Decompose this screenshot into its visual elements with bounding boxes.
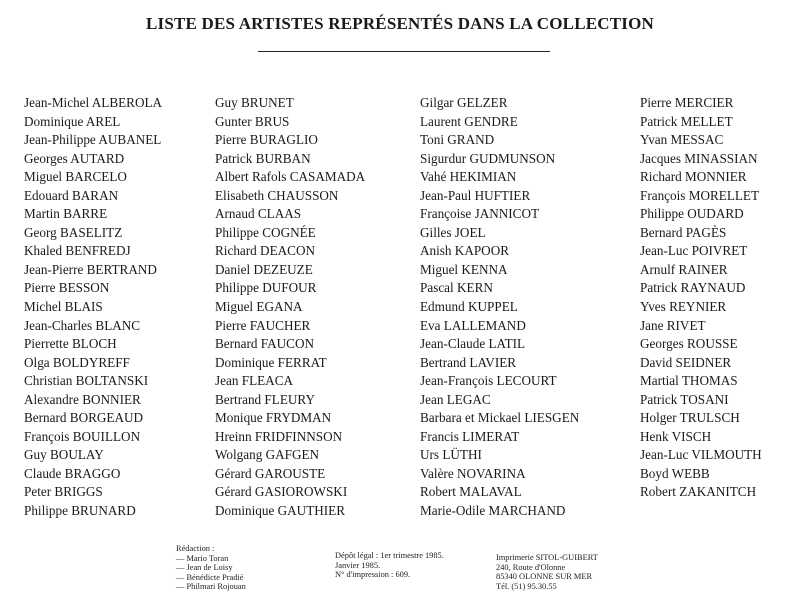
redaction-block xyxy=(176,544,246,592)
artist-name: Bertrand FLEURY xyxy=(215,391,315,407)
artist-name: Arnaud CLAAS xyxy=(215,206,302,222)
artist-name: Barbara et Mickael LIESGEN xyxy=(420,410,580,426)
artist-name: Jean-Pierre BERTRAND xyxy=(24,261,157,277)
printer-line: Tél. (51) 95.30.55 xyxy=(496,581,557,591)
artist-column-3 xyxy=(420,94,579,521)
artist-name: Bernard BORGEAUD xyxy=(24,410,144,426)
artist-name: Eva LALLEMAND xyxy=(420,317,526,333)
artist-name: François BOUILLON xyxy=(24,428,141,444)
artist-name: Holger TRULSCH xyxy=(640,410,740,426)
artist-name: Jacques MINASSIAN xyxy=(640,150,758,166)
artist-name: Marie-Odile MARCHAND xyxy=(420,503,566,519)
artist-name: Edouard BARAN xyxy=(24,187,119,203)
artist-name: Françoise JANNICOT xyxy=(420,206,540,222)
artist-name: David SEIDNER xyxy=(640,354,732,370)
artist-name: Pierre BESSON xyxy=(24,280,110,296)
artist-name: Miguel BARCELO xyxy=(24,169,127,185)
printer-line: Imprimerie SITOL-GUIBERT xyxy=(496,553,598,562)
artist-name: Michel BLAIS xyxy=(24,299,103,315)
artist-name: Jean-Philippe AUBANEL xyxy=(24,132,162,148)
printer-line: 240, Route d'Olonne xyxy=(496,562,566,572)
legal-line: Janvier 1985. xyxy=(335,560,381,570)
artist-name: Miguel KENNA xyxy=(420,261,508,277)
artist-name: Yvan MESSAC xyxy=(640,132,724,148)
artist-name: Gérard GAROUSTE xyxy=(215,465,326,481)
legal-block xyxy=(335,551,444,580)
artist-name: Gunter BRUS xyxy=(215,113,290,129)
artist-name: Khaled BENFREDJ xyxy=(24,243,131,259)
artist-name: Vahé HEKIMIAN xyxy=(420,169,517,185)
artist-name: Philippe DUFOUR xyxy=(215,280,317,296)
artist-name: Yves REYNIER xyxy=(640,299,727,315)
artist-name: Henk VISCH xyxy=(640,428,712,444)
artist-name: Bernard PAGÈS xyxy=(640,224,727,240)
artist-column-2 xyxy=(215,94,365,521)
artist-name: Alexandre BONNIER xyxy=(24,391,141,407)
artist-name: Robert ZAKANITCH xyxy=(640,484,757,500)
artist-name: Gérard GASIOROWSKI xyxy=(215,484,348,500)
artist-name: Patrick RAYNAUD xyxy=(640,280,746,296)
redaction-item: — Jean de Loisy xyxy=(176,563,233,573)
artist-name: Bernard FAUCON xyxy=(215,336,315,352)
artist-name: Jean FLEACA xyxy=(215,373,294,389)
artist-name: Jean-François LECOURT xyxy=(420,373,557,389)
artist-name: Valère NOVARINA xyxy=(420,465,526,481)
artist-name: Richard MONNIER xyxy=(640,169,747,185)
artist-name: Martin BARRE xyxy=(24,206,108,222)
artist-name: Dominique AREL xyxy=(24,113,121,129)
artist-name: Claude BRAGGO xyxy=(24,465,121,481)
artist-name: Albert Rafols CASAMADA xyxy=(215,169,366,185)
artist-name: Peter BRIGGS xyxy=(24,484,103,500)
artist-name: Pascal KERN xyxy=(420,280,493,296)
artist-name: Christian BOLTANSKI xyxy=(24,373,149,389)
artist-column-1 xyxy=(24,94,162,521)
artist-name: Jean-Paul HUFTIER xyxy=(420,187,531,203)
artist-name: Hreinn FRIDFINNSON xyxy=(215,428,343,444)
artist-name: Francis LIMERAT xyxy=(420,428,520,444)
artist-name: Edmund KUPPEL xyxy=(420,299,518,315)
artist-name: Georg BASELITZ xyxy=(24,224,123,240)
artist-name: Monique FRYDMAN xyxy=(215,410,332,426)
artist-name: Toni GRAND xyxy=(420,132,495,148)
printer-block xyxy=(496,553,598,591)
artist-name: Jean LEGAC xyxy=(420,391,491,407)
artist-name: Pierrette BLOCH xyxy=(24,336,117,352)
artist-name: Patrick BURBAN xyxy=(215,150,311,166)
artist-name: Guy BOULAY xyxy=(24,447,104,463)
redaction-list xyxy=(176,554,246,592)
page-title: LISTE DES ARTISTES REPRÉSENTÉS DANS LA COLLECTION xyxy=(145,14,655,33)
redaction-item: — Mario Toran xyxy=(176,553,229,563)
artist-name: Bertrand LAVIER xyxy=(420,354,517,370)
artist-name: Boyd WEBB xyxy=(640,465,710,481)
artist-name: Jean-Michel ALBEROLA xyxy=(24,95,163,110)
artist-name: Jean-Luc VILMOUTH xyxy=(640,447,762,463)
artist-name: Philippe COGNÉE xyxy=(215,224,316,240)
redaction-item: — Philmari Rojouan xyxy=(176,582,246,592)
artist-name: Pierre FAUCHER xyxy=(215,317,311,333)
artist-name: Robert MALAVAL xyxy=(420,484,522,500)
artist-name: Dominique FERRAT xyxy=(215,354,327,370)
artist-name: Jean-Charles BLANC xyxy=(24,317,141,333)
artist-name: Jane RIVET xyxy=(640,317,706,333)
artist-name: Guy BRUNET xyxy=(215,95,294,110)
artist-name: Miguel EGANA xyxy=(215,299,303,315)
legal-line: Dépôt légal : 1er trimestre 1985. xyxy=(335,551,444,560)
artist-name: Sigurdur GUDMUNSON xyxy=(420,150,556,166)
artist-name: Arnulf RAINER xyxy=(640,261,728,277)
artist-column-4 xyxy=(640,94,762,502)
artist-name: Urs LÜTHI xyxy=(420,447,482,463)
artist-name: Elisabeth CHAUSSON xyxy=(215,187,339,203)
artist-name: Georges ROUSSE xyxy=(640,336,738,352)
artist-name: Jean-Claude LATIL xyxy=(420,336,526,352)
artist-name: Jean-Luc POIVRET xyxy=(640,243,748,259)
artist-name: Gilles JOEL xyxy=(420,224,486,240)
artist-name: Laurent GENDRE xyxy=(420,113,518,129)
artist-name: Richard DEACON xyxy=(215,243,315,259)
artist-name: Gilgar GELZER xyxy=(420,95,508,110)
artist-name: Georges AUTARD xyxy=(24,150,125,166)
artist-name: Philippe OUDARD xyxy=(640,206,744,222)
artist-name: Philippe BRUNARD xyxy=(24,503,136,519)
artist-name: Patrick MELLET xyxy=(640,113,733,129)
artist-name: Pierre BURAGLIO xyxy=(215,132,318,148)
redaction-label: Rédaction : xyxy=(176,544,215,553)
redaction-item: — Bénédicte Pradié xyxy=(176,572,244,582)
artist-name: Daniel DEZEUZE xyxy=(215,261,313,277)
artist-name: Pierre MERCIER xyxy=(640,95,734,110)
title-divider xyxy=(258,51,550,52)
artist-name: François MORELLET xyxy=(640,187,760,203)
artist-name: Patrick TOSANI xyxy=(640,391,729,407)
artist-name: Martial THOMAS xyxy=(640,373,738,389)
artist-name: Dominique GAUTHIER xyxy=(215,503,346,519)
artist-name: Wolgang GAFGEN xyxy=(215,447,320,463)
artist-name: Olga BOLDYREFF xyxy=(24,354,130,370)
artist-name: Anish KAPOOR xyxy=(420,243,510,259)
printer-line: 85340 OLONNE SUR MER xyxy=(496,572,593,582)
legal-line: N° d'impression : 609. xyxy=(335,570,411,580)
